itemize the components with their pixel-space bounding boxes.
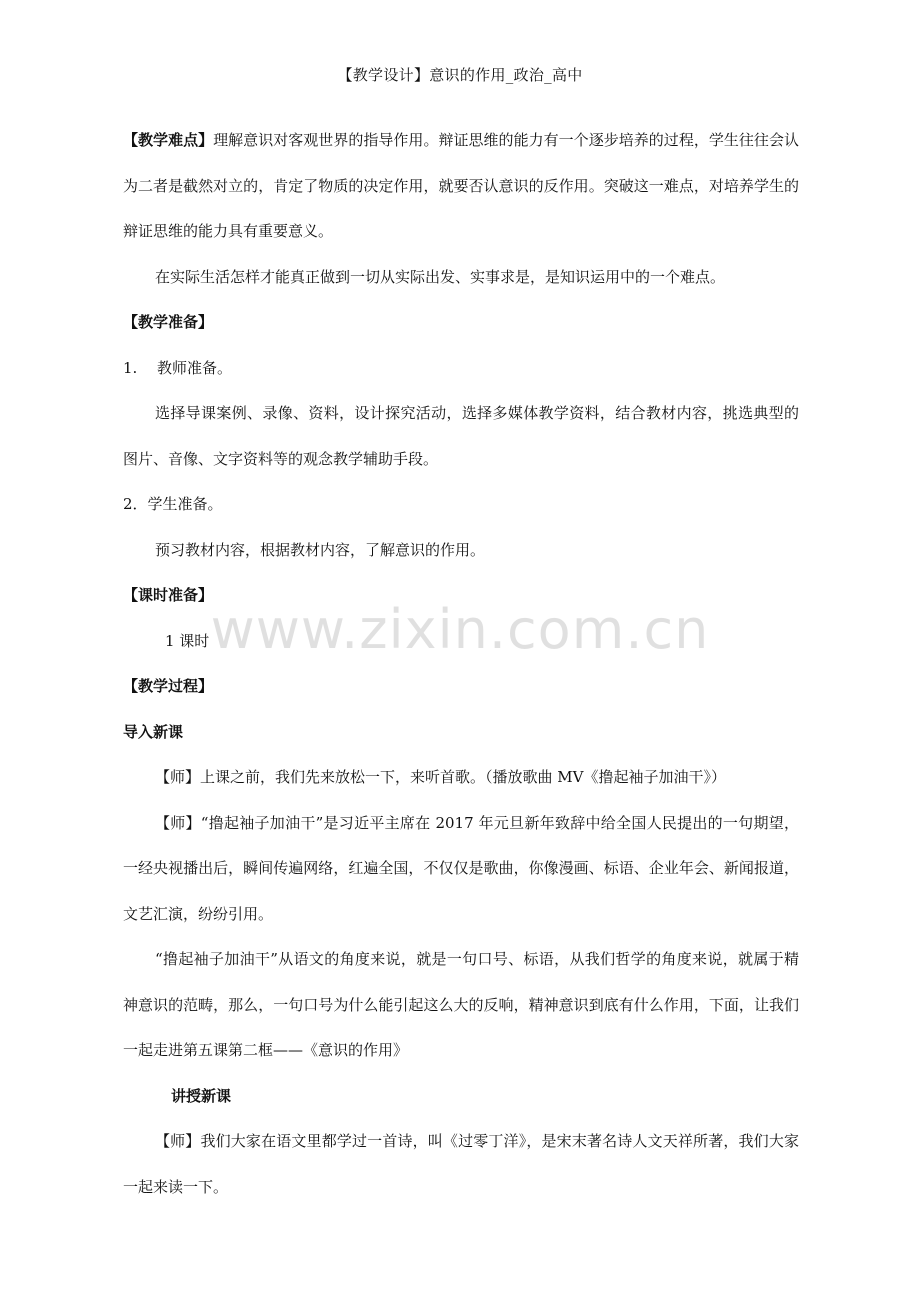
new-lesson-paragraph-1: 【师】我们大家在语文里都学过一首诗，叫《过零丁洋》，是宋末著名诗人文天祥所著，我们大家一起来读一下。	[123, 1132, 799, 1196]
watermark: www.zixin.com.cn	[210, 598, 710, 661]
intro-paragraph-1: 【师】上课之前，我们先来放松一下，来听首歌。（播放歌曲 MV《撸起袖子加油干》）	[155, 768, 726, 786]
teacher-prep-number: 1.	[123, 358, 138, 377]
document-body	[123, 118, 799, 1210]
teacher-prep-title: 教师准备。	[157, 358, 233, 377]
intro-paragraph-3: “撸起袖子加油干”从语文的角度来说，就是一句口号、标语，从我们哲学的角度来说，就属于精神意识的范畴，那么，一句口号为什么能引起这么大的反响，精神意识到底有什么作用，下面，让我们一起走进第五课第二框——《意识的作用》	[123, 950, 799, 1059]
teaching-process-heading: 【教学过程】	[123, 677, 214, 695]
teaching-prep-heading: 【教学准备】	[123, 313, 214, 331]
teaching-difficulty-text: 理解意识对客观世界的指导作用。辩证思维的能力有一个逐步培养的过程，学生往往会认为二者是截然对立的，肯定了物质的决定作用，就要否认意识的反作用。突破这一难点，对培养学生的辩证思维的能力具有重要意义。	[123, 131, 799, 240]
intro-paragraph-2: 【师】“撸起袖子加油干”是习近平主席在 2017 年元旦新年致辞中给全国人民提出的一句期望，一经央视播出后，瞬间传遍网络，红遍全国，不仅仅是歌曲，你像漫画、标语、企业年会、新闻报道，文艺汇演，纷纷引用。	[123, 813, 799, 923]
intro-heading: 导入新课	[123, 722, 184, 741]
student-prep-text: 预习教材内容，根据教材内容，了解意识的作用。	[155, 540, 486, 559]
teaching-difficulty-paragraph	[123, 118, 799, 255]
teaching-difficulty-label: 【教学难点】	[123, 131, 214, 149]
lesson-hours-text: 1 课时	[165, 631, 210, 650]
student-prep-title: 2．学生准备。	[123, 495, 223, 513]
teacher-prep-text: 选择导课案例、录像、资料，设计探究活动，选择多媒体教学资料，结合教材内容，挑选典型的图片、音像、文字资料等的观念教学辅助手段。	[123, 404, 799, 468]
teacher-prep-item	[123, 346, 799, 392]
document-title: 【教学设计】意识的作用_政治_高中	[337, 66, 583, 84]
teaching-difficulty-paragraph-2: 在实际生活怎样才能真正做到一切从实际出发、实事求是，是知识运用中的一个难点。	[155, 267, 726, 286]
new-lesson-heading: 讲授新课	[171, 1086, 232, 1105]
lesson-hours-heading: 【课时准备】	[123, 586, 214, 604]
